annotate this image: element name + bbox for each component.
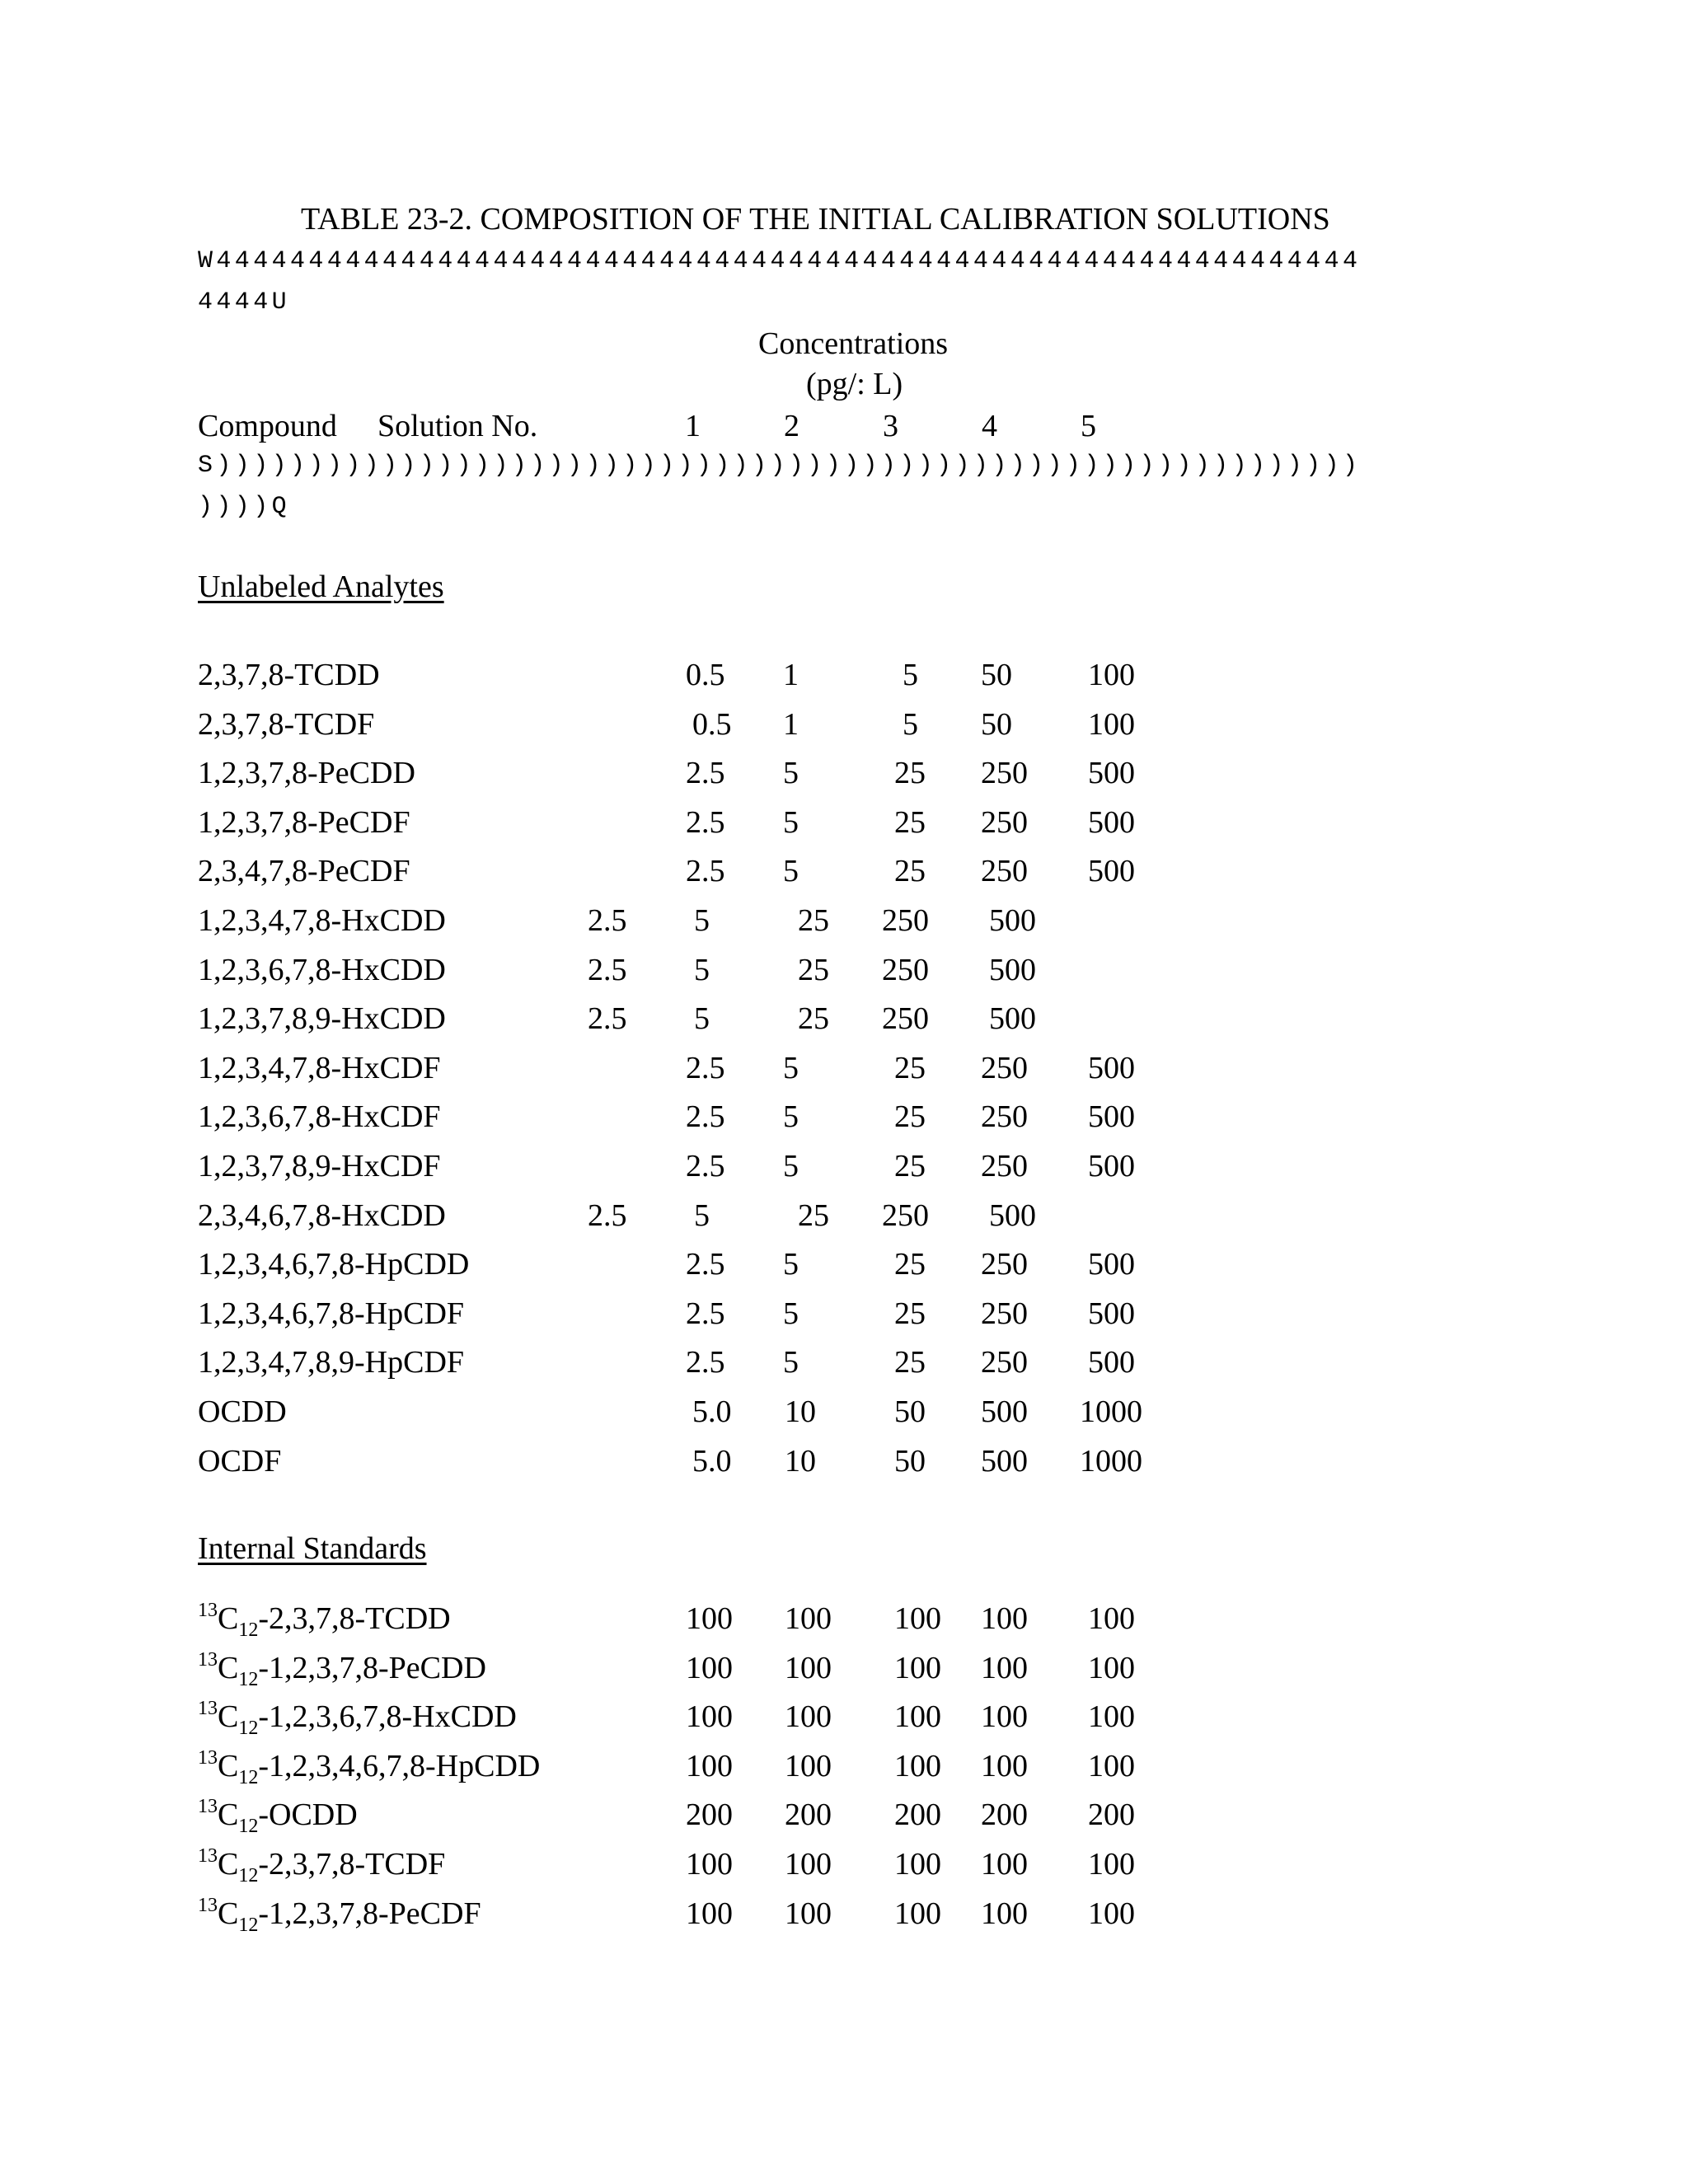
value-solution-3: 100: [894, 1699, 941, 1735]
value-solution-3: 25: [894, 1149, 926, 1183]
value-solution-2: 200: [785, 1797, 832, 1833]
value-solution-3: 100: [894, 1601, 941, 1636]
value-solution-3: 25: [894, 854, 926, 889]
value-solution-4: 50: [981, 658, 1012, 692]
table-row: [0, 1698, 1688, 1742]
atom-count-subscript: 12: [238, 1914, 259, 1936]
value-solution-2: 10: [785, 1443, 816, 1479]
value-solution-2: 100: [785, 1748, 832, 1783]
table-row: [0, 706, 1688, 750]
atom-count-subscript: 12: [238, 1766, 259, 1788]
compound-name: 1,2,3,7,8,9-HxCDD: [198, 1001, 446, 1037]
value-solution-1: 2.5: [588, 903, 627, 938]
value-solution-2: 5: [783, 1050, 799, 1085]
value-solution-5: 500: [1088, 1099, 1135, 1135]
table-row: [0, 1648, 1688, 1694]
compound-suffix: -1,2,3,7,8-PeCDD: [258, 1650, 486, 1685]
compound-name: 1,2,3,6,7,8-HxCDD: [198, 952, 446, 987]
value-solution-1: 2.5: [686, 1247, 725, 1282]
compound-name: 2,3,7,8-TCDD: [198, 658, 380, 692]
value-solution-5: 500: [989, 903, 1036, 938]
value-solution-1: 2.5: [686, 854, 725, 889]
compound-name: 1,2,3,7,8-PeCDF: [198, 804, 410, 840]
value-solution-1: 100: [686, 1601, 733, 1636]
table-row: [0, 804, 1688, 848]
value-solution-5: 500: [1088, 1345, 1135, 1380]
table-row: [0, 1197, 1688, 1241]
unlabeled-analytes-heading: Unlabeled Analytes: [198, 569, 444, 604]
compound-column-header: Compound: [198, 409, 337, 443]
table-row: [0, 1396, 1688, 1437]
table-row: [0, 1101, 1688, 1142]
internal-standard-name: [198, 1746, 541, 1788]
concentrations-label: Concentrations: [758, 326, 949, 361]
value-solution-3: 25: [894, 1345, 926, 1380]
element-symbol: C: [218, 1797, 239, 1833]
value-solution-4: 100: [981, 1748, 1028, 1783]
value-solution-3: 25: [798, 1197, 829, 1233]
table-row: [0, 757, 1688, 799]
value-solution-1: 2.5: [588, 1001, 627, 1037]
solution-number-5: 5: [1081, 409, 1096, 443]
compound-name: 1,2,3,4,7,8-HxCDF: [198, 1050, 441, 1085]
value-solution-4: 250: [981, 1296, 1028, 1331]
atom-count-subscript: 12: [238, 1718, 259, 1740]
compound-name: OCDF: [198, 1443, 282, 1479]
value-solution-3: 5: [903, 706, 918, 742]
value-solution-2: 5: [783, 804, 799, 840]
value-solution-5: 100: [1088, 1847, 1135, 1882]
value-solution-5: 1000: [1080, 1394, 1142, 1429]
compound-name: 2,3,7,8-TCDF: [198, 706, 375, 742]
value-solution-5: 500: [1088, 1247, 1135, 1282]
element-symbol: C: [218, 1699, 239, 1735]
atom-count-subscript: 12: [238, 1668, 259, 1690]
compound-name: 1,2,3,4,7,8,9-HpCDF: [198, 1345, 465, 1380]
value-solution-5: 100: [1088, 1748, 1135, 1783]
table-row: [0, 1746, 1688, 1792]
element-symbol: C: [218, 1748, 239, 1783]
value-solution-1: 0.5: [686, 658, 725, 692]
compound-name: 1,2,3,4,6,7,8-HpCDF: [198, 1296, 465, 1331]
value-solution-2: 1: [783, 658, 799, 692]
value-solution-4: 50: [981, 706, 1012, 742]
isotope-superscript: 13: [198, 1796, 218, 1818]
value-solution-4: 100: [981, 1601, 1028, 1636]
value-solution-1: 2.5: [588, 952, 627, 987]
isotope-superscript: 13: [198, 1600, 218, 1621]
value-solution-1: 200: [686, 1797, 733, 1833]
table-row: [0, 1052, 1688, 1094]
compound-suffix: -1,2,3,7,8-PeCDF: [258, 1896, 481, 1931]
value-solution-4: 250: [882, 903, 929, 938]
value-solution-5: 500: [1088, 1050, 1135, 1085]
value-solution-3: 25: [894, 1296, 926, 1331]
value-solution-3: 50: [894, 1394, 926, 1429]
isotope-superscript: 13: [198, 1746, 218, 1769]
solution-number-1: 1: [685, 409, 701, 443]
compound-name: 1,2,3,7,8-PeCDD: [198, 756, 415, 791]
value-solution-4: 500: [981, 1394, 1028, 1429]
compound-suffix: -1,2,3,6,7,8-HxCDD: [258, 1699, 517, 1735]
value-solution-4: 100: [981, 1699, 1028, 1735]
value-solution-3: 100: [894, 1847, 941, 1882]
value-solution-1: 5.0: [692, 1443, 732, 1479]
value-solution-2: 100: [785, 1896, 832, 1931]
value-solution-3: 25: [798, 952, 829, 987]
value-solution-3: 25: [798, 1001, 829, 1037]
value-solution-1: 2.5: [686, 1296, 725, 1331]
compound-name: 1,2,3,6,7,8-HxCDF: [198, 1099, 441, 1135]
value-solution-3: 50: [894, 1443, 926, 1479]
table-row: [0, 1298, 1688, 1339]
value-solution-2: 5: [783, 854, 799, 889]
value-solution-5: 500: [1088, 854, 1135, 889]
value-solution-2: 5: [694, 1197, 710, 1233]
value-solution-4: 200: [981, 1797, 1028, 1833]
table-title: TABLE 23-2. COMPOSITION OF THE INITIAL CALIBRATION SOLUTIONS: [301, 202, 1330, 237]
element-symbol: C: [218, 1650, 239, 1685]
compound-name: 1,2,3,4,7,8-HxCDD: [198, 903, 446, 938]
value-solution-4: 100: [981, 1650, 1028, 1685]
value-solution-2: 5: [694, 952, 710, 987]
table-row: [0, 1796, 1688, 1840]
value-solution-5: 200: [1088, 1797, 1135, 1833]
value-solution-5: 500: [1088, 1296, 1135, 1331]
compound-name: 1,2,3,7,8,9-HxCDF: [198, 1149, 441, 1183]
value-solution-4: 100: [981, 1896, 1028, 1931]
atom-count-subscript: 12: [238, 1816, 259, 1838]
compound-name: 1,2,3,4,6,7,8-HpCDD: [198, 1247, 470, 1282]
internal-standard-name: [198, 1698, 517, 1740]
compound-name: 2,3,4,6,7,8-HxCDD: [198, 1197, 446, 1233]
value-solution-4: 250: [882, 1001, 929, 1037]
value-solution-2: 5: [783, 1099, 799, 1135]
isotope-superscript: 13: [198, 1845, 218, 1867]
value-solution-2: 5: [783, 756, 799, 791]
value-solution-4: 250: [981, 1050, 1028, 1085]
value-solution-4: 250: [981, 1149, 1028, 1183]
value-solution-2: 5: [783, 1149, 799, 1183]
value-solution-1: 2.5: [686, 1345, 725, 1380]
value-solution-2: 100: [785, 1699, 832, 1735]
compound-suffix: -1,2,3,4,6,7,8-HpCDD: [258, 1748, 541, 1783]
table-row: [0, 1249, 1688, 1290]
value-solution-2: 1: [783, 706, 799, 742]
compound-name: OCDD: [198, 1394, 287, 1429]
value-solution-4: 250: [981, 756, 1028, 791]
value-solution-5: 100: [1088, 1699, 1135, 1735]
value-solution-3: 100: [894, 1896, 941, 1931]
value-solution-3: 25: [894, 1099, 926, 1135]
value-solution-4: 250: [882, 1197, 929, 1233]
value-solution-1: 2.5: [686, 1099, 725, 1135]
value-solution-4: 100: [981, 1847, 1028, 1882]
atom-count-subscript: 12: [238, 1619, 259, 1641]
table-row: [0, 1347, 1688, 1388]
table-row: [0, 659, 1688, 701]
value-solution-1: 100: [686, 1650, 733, 1685]
value-solution-2: 10: [785, 1394, 816, 1429]
value-solution-1: 2.5: [686, 1149, 725, 1183]
value-solution-5: 500: [989, 1001, 1036, 1037]
value-solution-4: 500: [981, 1443, 1028, 1479]
value-solution-3: 25: [798, 903, 829, 938]
compound-name: 2,3,4,7,8-PeCDF: [198, 854, 410, 889]
value-solution-5: 500: [989, 1197, 1036, 1233]
value-solution-1: 100: [686, 1748, 733, 1783]
value-solution-2: 100: [785, 1601, 832, 1636]
value-solution-2: 5: [694, 1001, 710, 1037]
value-solution-5: 100: [1088, 1601, 1135, 1636]
value-solution-1: 0.5: [692, 706, 732, 742]
table-row: [0, 1894, 1688, 1939]
value-solution-5: 500: [989, 952, 1036, 987]
value-solution-2: 5: [694, 903, 710, 938]
internal-standard-name: [198, 1894, 481, 1936]
isotope-superscript: 13: [198, 1894, 218, 1916]
value-solution-3: 100: [894, 1748, 941, 1783]
internal-standards-heading: Internal Standards: [198, 1531, 427, 1566]
value-solution-4: 250: [882, 952, 929, 987]
table-row: [0, 954, 1688, 996]
solution-number-4: 4: [982, 409, 997, 443]
value-solution-4: 250: [981, 804, 1028, 840]
value-solution-5: 500: [1088, 756, 1135, 791]
solution-number-2: 2: [784, 409, 799, 443]
value-solution-5: 100: [1088, 1650, 1135, 1685]
compound-suffix: -OCDD: [258, 1797, 358, 1833]
compound-suffix: -2,3,7,8-TCDD: [258, 1601, 451, 1636]
internal-standard-name: [198, 1845, 446, 1886]
value-solution-3: 200: [894, 1797, 941, 1833]
internal-standard-name: [198, 1600, 451, 1641]
value-solution-1: 2.5: [588, 1197, 627, 1233]
value-solution-1: 2.5: [686, 756, 725, 791]
value-solution-5: 100: [1088, 658, 1135, 692]
solution-number-3: 3: [883, 409, 898, 443]
value-solution-4: 250: [981, 1345, 1028, 1380]
value-solution-5: 100: [1088, 1896, 1135, 1931]
atom-count-subscript: 12: [238, 1865, 259, 1886]
table-row: [0, 1151, 1688, 1192]
value-solution-3: 5: [903, 658, 918, 692]
value-solution-5: 500: [1088, 804, 1135, 840]
table-row: [0, 855, 1688, 897]
value-solution-1: 5.0: [692, 1394, 732, 1429]
element-symbol: C: [218, 1847, 239, 1882]
value-solution-1: 100: [686, 1699, 733, 1735]
units-label: (pg/: L): [806, 367, 903, 401]
compound-suffix: -2,3,7,8-TCDF: [258, 1847, 446, 1882]
header-rule-line-1: S)))))))))))))))))))))))))))))))))))))))))))))))))))))))))))))): [198, 452, 1362, 480]
header-rule-line-2: ))))Q: [198, 493, 291, 521]
value-solution-2: 100: [785, 1847, 832, 1882]
table-row: [0, 1845, 1688, 1890]
value-solution-3: 100: [894, 1650, 941, 1685]
value-solution-5: 500: [1088, 1149, 1135, 1183]
value-solution-2: 5: [783, 1296, 799, 1331]
element-symbol: C: [218, 1601, 239, 1636]
internal-standard-name: [198, 1796, 358, 1838]
table-row: [0, 905, 1688, 946]
value-solution-5: 1000: [1080, 1443, 1142, 1479]
value-solution-3: 25: [894, 1247, 926, 1282]
value-solution-3: 25: [894, 1050, 926, 1085]
internal-standard-name: [198, 1648, 486, 1690]
value-solution-4: 250: [981, 854, 1028, 889]
top-rule-line-1: W44444444444444444444444444444444444444444444444444444444444444: [198, 247, 1362, 275]
value-solution-2: 100: [785, 1650, 832, 1685]
isotope-superscript: 13: [198, 1648, 218, 1671]
solution-no-column-header: Solution No.: [377, 409, 538, 443]
value-solution-3: 25: [894, 756, 926, 791]
value-solution-2: 5: [783, 1345, 799, 1380]
top-rule-line-2: 4444U: [198, 288, 291, 316]
value-solution-4: 250: [981, 1099, 1028, 1135]
table-row: [0, 1003, 1688, 1044]
value-solution-1: 100: [686, 1847, 733, 1882]
value-solution-2: 5: [783, 1247, 799, 1282]
value-solution-1: 2.5: [686, 1050, 725, 1085]
value-solution-5: 100: [1088, 706, 1135, 742]
value-solution-1: 100: [686, 1896, 733, 1931]
table-row: [0, 1600, 1688, 1644]
value-solution-1: 2.5: [686, 804, 725, 840]
value-solution-3: 25: [894, 804, 926, 840]
element-symbol: C: [218, 1896, 239, 1931]
table-row: [0, 1443, 1688, 1487]
value-solution-4: 250: [981, 1247, 1028, 1282]
isotope-superscript: 13: [198, 1698, 218, 1720]
